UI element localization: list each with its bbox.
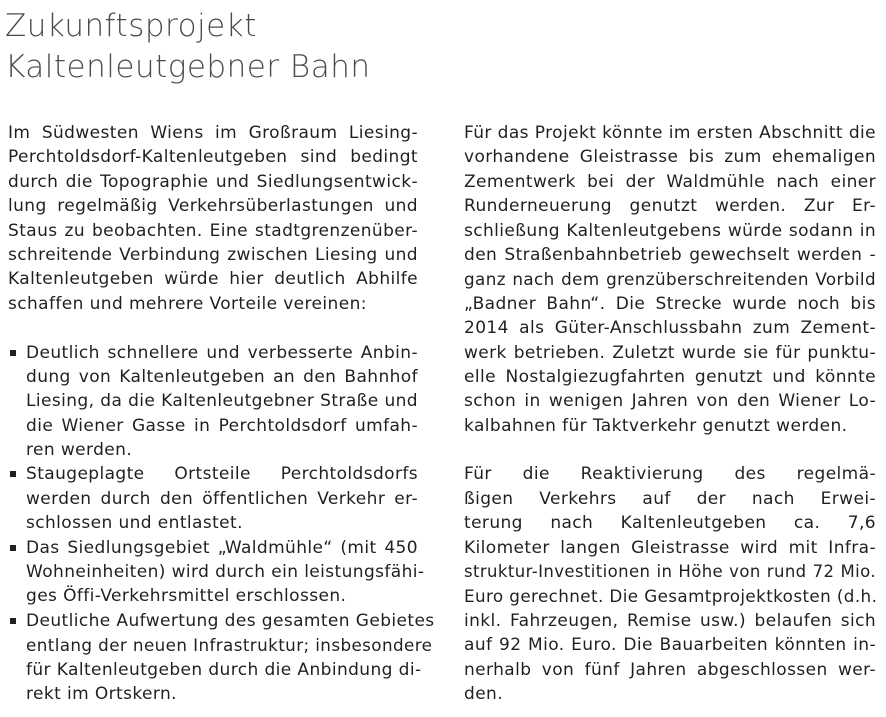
text-line: Deutliche Aufwertung des gesamten Gebietes <box>26 610 435 631</box>
text-line: lung regelmäßig Verkehrsüberlastungen und <box>8 196 418 217</box>
text-line: inkl. Fahrzeugen, Remise usw.) belaufen sich <box>464 610 876 631</box>
text-line: rekt im Ortskern. <box>26 683 177 704</box>
text-line: schlossen und entlastet. <box>26 513 243 534</box>
text-line: Kilometer langen Gleistrasse wird mit Infra- <box>464 537 876 558</box>
text-line: schon in wenigen Jahren von den Wiener Lo- <box>464 391 876 412</box>
bullet-list <box>8 341 435 707</box>
text-line: ren werden. <box>26 440 133 461</box>
text-line: Staugeplagte Ortsteile Perchtoldsdorfs <box>26 464 418 485</box>
text-line: Das Siedlungsgebiet „Waldmühle“ (mit 450 <box>26 537 418 558</box>
text-line: schreitende Verbindung zwischen Liesing und <box>8 244 418 265</box>
text-line: den. <box>464 683 504 704</box>
text-line: die Wiener Gasse in Perchtoldsdorf umfah- <box>26 415 418 436</box>
square-bullet-icon <box>10 471 16 477</box>
text-line: struktur-Investitionen in Höhe von rund 72 Mio. <box>464 562 876 582</box>
text-line: dung von Kaltenleutgeben an den Bahnhof <box>26 366 418 387</box>
text-line: entlang der neuen Infrastruktur; insbesondere <box>26 635 433 656</box>
text-line: auf 92 Mio. Euro. Die Bauarbeiten könnten in- <box>464 635 876 656</box>
text-line: elle Nostalgiezugfahrten genutzt und könnte <box>464 366 876 387</box>
text-line: nerhalb von fünf Jahren abgeschlossen wer- <box>464 659 876 680</box>
text-line: den Straßenbahnbetrieb gewechselt werden - <box>464 244 876 265</box>
text-line: Liesing, da die Kaltenleutgebner Straße und <box>26 391 418 412</box>
text-line: schaffen und mehrere Vorteile vereinen: <box>8 293 367 314</box>
title-line-2: Kaltenleutgebner Bahn <box>5 49 371 85</box>
text-line: „Badner Bahn“. Die Strecke wurde noch bis <box>464 293 876 314</box>
text-line: Für die Reaktivierung des regelmä- <box>464 464 876 485</box>
right-column <box>464 121 876 706</box>
text-line: werk betrieben. Zuletzt wurde sie für punktu- <box>464 342 876 363</box>
text-line: werden durch den öffentlichen Verkehr er- <box>26 488 418 509</box>
text-line: vorhandene Gleistrasse bis zum ehemaligen <box>464 147 876 168</box>
text-line: Für das Projekt könnte im ersten Abschnitt die <box>464 123 876 143</box>
text-line: Runderneuerung genutzt werden. Zur Er- <box>464 196 876 217</box>
text-line: terung nach Kaltenleutgeben ca. 7,6 <box>464 513 876 534</box>
list-item <box>8 536 425 609</box>
text-line: Perchtoldsdorf-Kaltenleutgeben sind bedingt <box>8 147 418 168</box>
text-line: durch die Topographie und Siedlungsentwick- <box>8 171 418 192</box>
list-item <box>8 609 435 707</box>
text-line: Deutlich schnellere und verbesserte Anbin- <box>26 342 418 363</box>
list-item <box>8 341 418 463</box>
square-bullet-icon <box>10 545 16 551</box>
text-line: Staus zu beobachten. Eine stadtgrenzenüber- <box>8 220 418 241</box>
text-line: Wohneinheiten) wird durch ein leistungsfähi- <box>26 562 425 583</box>
text-line: ges Öffi-Verkehrsmittel erschlossen. <box>26 586 347 607</box>
title-line-1: Zukunftsprojekt <box>5 8 257 44</box>
text-line: Im Südwesten Wiens im Großraum Liesing- <box>8 123 418 143</box>
square-bullet-icon <box>10 618 16 624</box>
text-line: Euro gerechnet. Die Gesamtprojektkosten (d.h. <box>464 586 878 607</box>
costs-paragraph <box>464 462 876 706</box>
text-line: ßigen Verkehrs auf der nach Erwei- <box>464 488 876 509</box>
text-line: schließung Kaltenleutgebens würde sodann in <box>464 220 876 241</box>
text-line: Kaltenleutgeben würde hier deutlich Abhilfe <box>8 269 418 290</box>
square-bullet-icon <box>10 350 16 356</box>
text-line: kalbahnen für Taktverkehr genutzt werden. <box>464 415 848 436</box>
intro-paragraph <box>8 121 418 316</box>
project-paragraph <box>464 121 876 438</box>
text-line: 2014 als Güter-Anschlussbahn zum Zement- <box>464 318 876 339</box>
text-line: Zementwerk bei der Waldmühle nach einer <box>464 171 876 192</box>
page-title <box>5 6 371 88</box>
text-line: ganz nach dem grenzüberschreitenden Vorbild <box>464 269 876 290</box>
left-column <box>8 121 435 706</box>
text-line: für Kaltenleutgeben durch die Anbindung di- <box>26 659 422 680</box>
list-item <box>8 462 418 535</box>
